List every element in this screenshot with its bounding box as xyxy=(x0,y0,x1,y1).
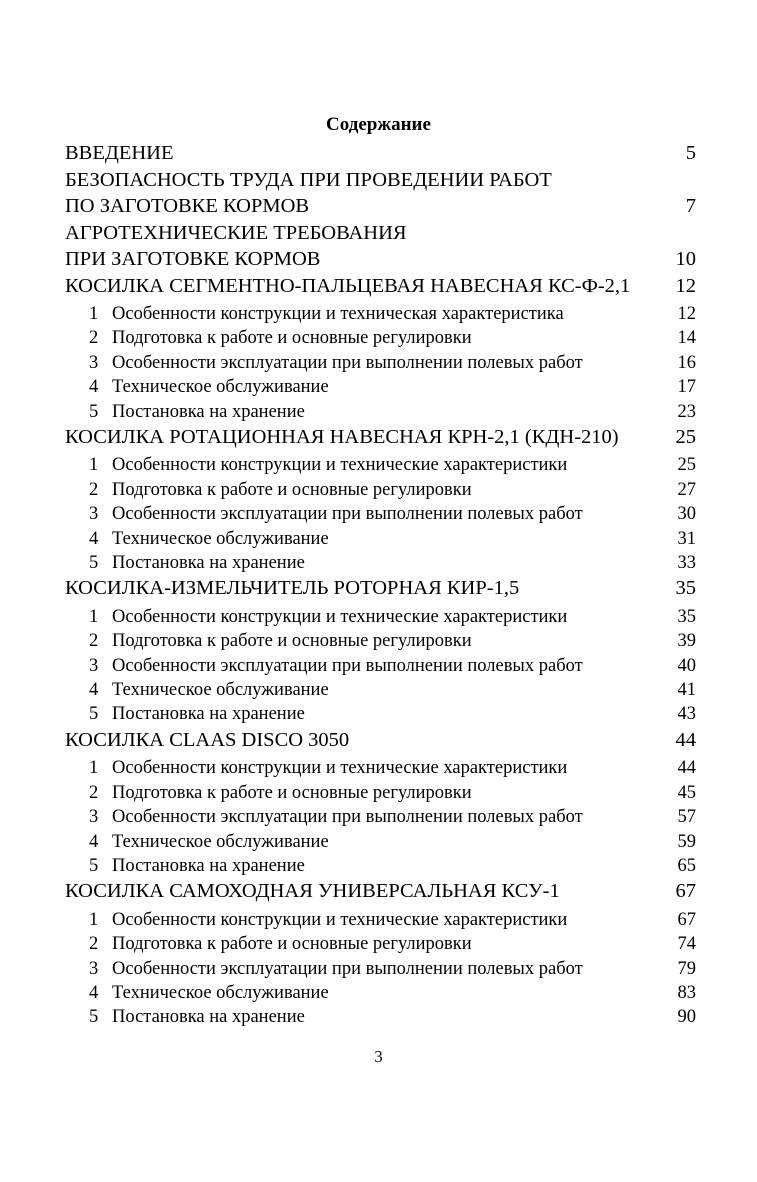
toc-entry-page: 35 xyxy=(675,577,696,600)
toc-entry-label: КОСИЛКА САМОХОДНАЯ УНИВЕРСАЛЬНАЯ КСУ-1 xyxy=(65,880,560,903)
toc-entry-number: 1 xyxy=(89,304,99,324)
toc-entry-number: 5 xyxy=(89,1007,99,1028)
toc-entry[interactable] xyxy=(65,273,696,300)
toc-entry-page: 16 xyxy=(677,352,696,373)
toc-subentry[interactable] xyxy=(65,375,696,399)
toc-entry-number: 4 xyxy=(89,377,99,398)
toc-subentry[interactable] xyxy=(65,453,696,477)
toc-entry-page: 27 xyxy=(677,479,696,500)
toc-subentry[interactable] xyxy=(65,1005,696,1029)
toc-entry-label: Подготовка к работе и основные регулировки xyxy=(112,782,472,803)
toc-subentry[interactable] xyxy=(65,654,696,678)
toc-subentry[interactable] xyxy=(65,551,696,575)
toc-entry-label: БЕЗОПАСНОСТЬ ТРУДА ПРИ ПРОВЕДЕНИИ РАБОТ xyxy=(65,168,552,191)
toc-entry-label: Постановка на хранение xyxy=(112,855,305,876)
toc-entry-number: 1 xyxy=(89,758,99,779)
toc-entry[interactable] xyxy=(65,140,696,167)
toc-entry-page: 83 xyxy=(677,982,696,1003)
toc-entry-label: Техническое обслуживание xyxy=(112,680,329,701)
toc-entry-number: 2 xyxy=(89,328,99,349)
toc-entry-page: 23 xyxy=(677,401,696,422)
toc-entry-label: АГРОТЕХНИЧЕСКИЕ ТРЕБОВАНИЯ xyxy=(65,221,407,244)
toc-entry-label: Техническое обслуживание xyxy=(112,377,329,398)
toc-entry-number: 3 xyxy=(89,958,99,979)
toc-entry-page: 90 xyxy=(677,1007,696,1028)
toc-entry-page: 41 xyxy=(677,680,696,701)
toc-entry-number: 2 xyxy=(89,782,99,803)
toc-entry-page: 44 xyxy=(677,758,696,779)
toc-entry-page: 30 xyxy=(677,504,696,525)
toc-entry-label: Техническое обслуживание xyxy=(112,982,329,1003)
toc-entry-number: 3 xyxy=(89,655,99,676)
toc-entry-label: Постановка на хранение xyxy=(112,401,305,422)
toc-entry-label: Особенности эксплуатации при выполнении полевых работ xyxy=(112,807,583,828)
toc-entry-label: Особенности конструкции и технические характеристики xyxy=(112,606,568,627)
toc-subentry[interactable] xyxy=(65,302,696,326)
toc-subentry[interactable] xyxy=(65,629,696,653)
toc-entry-page: 12 xyxy=(675,274,696,297)
toc-entry-number: 2 xyxy=(89,631,99,652)
toc-entry-number: 3 xyxy=(89,807,99,828)
toc-entry-label: Техническое обслуживание xyxy=(112,528,329,549)
toc-entry-number: 3 xyxy=(89,352,99,373)
toc-entry-label: КОСИЛКА РОТАЦИОННАЯ НАВЕСНАЯ КРН-2,1 (КДН-210) xyxy=(65,425,619,448)
toc-entry-page: 10 xyxy=(675,248,696,270)
toc-entry-number: 1 xyxy=(89,455,99,476)
toc-entry-label: КОСИЛКА-ИЗМЕЛЬЧИТЕЛЬ РОТОРНАЯ КИР-1,5 xyxy=(65,577,520,600)
toc-entry-page: 74 xyxy=(677,934,696,955)
toc-entry[interactable] xyxy=(65,424,696,451)
toc-entry-number: 2 xyxy=(89,934,99,955)
toc-entry-page: 25 xyxy=(675,425,696,448)
toc-entry-label: Постановка на хранение xyxy=(112,704,305,725)
toc-entry-page: 57 xyxy=(677,807,696,828)
toc-entry-number: 1 xyxy=(89,606,99,627)
toc-subentry[interactable] xyxy=(65,830,696,854)
toc-subentry[interactable] xyxy=(65,854,696,878)
toc-entry-label: Постановка на хранение xyxy=(112,1007,305,1028)
toc-entry-page: 79 xyxy=(677,958,696,979)
toc-entry-label: Подготовка к работе и основные регулировки xyxy=(112,631,472,652)
toc-subentry[interactable] xyxy=(65,326,696,350)
toc-title: Содержание xyxy=(326,114,431,135)
toc-entry-number: 4 xyxy=(89,528,99,549)
toc-subentry[interactable] xyxy=(65,478,696,502)
toc-entry-label: Постановка на хранение xyxy=(112,553,305,574)
toc-entry-page: 59 xyxy=(677,831,696,852)
toc-subentry[interactable] xyxy=(65,502,696,526)
toc-entry[interactable] xyxy=(65,727,696,754)
toc-entry-page: 67 xyxy=(677,909,696,930)
toc-subentry[interactable] xyxy=(65,756,696,780)
toc-entry-page: 5 xyxy=(685,142,696,164)
toc-subentry[interactable] xyxy=(65,702,696,726)
toc-entry-page: 17 xyxy=(677,377,696,398)
toc-entry-page: 67 xyxy=(675,880,696,903)
toc-subentry[interactable] xyxy=(65,805,696,829)
toc-entry-number: 4 xyxy=(89,680,99,701)
toc-entry-number: 1 xyxy=(89,909,99,930)
toc-entry-number: 5 xyxy=(89,704,99,725)
toc-subentry[interactable] xyxy=(65,678,696,702)
toc-entry-number: 2 xyxy=(89,479,99,500)
toc-entry[interactable] xyxy=(65,575,696,602)
toc-entry-page: 39 xyxy=(677,631,696,652)
toc-entry-label: ПРИ ЗАГОТОВКЕ КОРМОВ xyxy=(65,248,321,270)
toc-entry-label: Особенности эксплуатации при выполнении полевых работ xyxy=(112,352,583,373)
toc-entry-label: Подготовка к работе и основные регулировки xyxy=(112,328,472,349)
toc-entry-page: 40 xyxy=(677,655,696,676)
toc-entry-number: 4 xyxy=(89,831,99,852)
toc-entry-label: Особенности конструкции и технические характеристики xyxy=(112,758,568,779)
toc-entry[interactable] xyxy=(65,193,696,220)
toc-entry-label: Особенности эксплуатации при выполнении полевых работ xyxy=(112,655,583,676)
toc-subentry[interactable] xyxy=(65,957,696,981)
toc-entry-label: ПО ЗАГОТОВКЕ КОРМОВ xyxy=(65,195,310,217)
toc-entry-number: 5 xyxy=(89,855,99,876)
toc-subentry[interactable] xyxy=(65,932,696,956)
toc-entry[interactable] xyxy=(65,220,696,247)
toc-entry-page: 33 xyxy=(677,553,696,574)
toc-entry[interactable] xyxy=(65,246,696,273)
toc-subentry[interactable] xyxy=(65,781,696,805)
toc-entry-page: 65 xyxy=(677,855,696,876)
toc-entry-label: Подготовка к работе и основные регулировки xyxy=(112,479,472,500)
toc-subentry[interactable] xyxy=(65,981,696,1005)
toc-entry-page: 7 xyxy=(685,195,696,217)
toc-entry-label: Подготовка к работе и основные регулировки xyxy=(112,934,472,955)
toc-entry-page: 43 xyxy=(677,704,696,725)
toc-subentry[interactable] xyxy=(65,605,696,629)
toc-entry-label: КОСИЛКА CLAAS DISCO 3050 xyxy=(65,728,350,751)
toc-list xyxy=(65,140,696,1030)
toc-entry-number: 4 xyxy=(89,982,99,1003)
toc-entry-page: 25 xyxy=(677,455,696,476)
toc-subentry[interactable] xyxy=(65,527,696,551)
toc-entry[interactable] xyxy=(65,167,696,194)
toc-entry-label: ВВЕДЕНИЕ xyxy=(65,142,174,164)
toc-entry-page: 31 xyxy=(677,528,696,549)
toc-entry-page: 14 xyxy=(677,328,696,349)
toc-entry-number: 5 xyxy=(89,401,99,422)
toc-subentry[interactable] xyxy=(65,908,696,932)
toc-subentry[interactable] xyxy=(65,400,696,424)
toc-entry-number: 3 xyxy=(89,504,99,525)
toc-subentry[interactable] xyxy=(65,351,696,375)
toc-entry-label: КОСИЛКА СЕГМЕНТНО-ПАЛЬЦЕВАЯ НАВЕСНАЯ КС-Ф-2,1 xyxy=(65,274,631,297)
toc-entry-label: Особенности конструкции и техническая характеристика xyxy=(112,304,564,324)
toc-entry-number: 5 xyxy=(89,553,99,574)
toc-entry-label: Особенности эксплуатации при выполнении полевых работ xyxy=(112,504,583,525)
toc-entry-page: 12 xyxy=(677,304,696,324)
page-number: 3 xyxy=(374,1047,383,1066)
toc-entry-page: 45 xyxy=(677,782,696,803)
toc-entry-label: Особенности конструкции и технические характеристики xyxy=(112,909,568,930)
toc-entry-page: 35 xyxy=(677,606,696,627)
toc-entry-label: Техническое обслуживание xyxy=(112,831,329,852)
toc-entry-label: Особенности эксплуатации при выполнении полевых работ xyxy=(112,958,583,979)
toc-entry[interactable] xyxy=(65,878,696,905)
toc-entry-page: 44 xyxy=(675,728,696,751)
toc-entry-label: Особенности конструкции и технические характеристики xyxy=(112,455,568,476)
